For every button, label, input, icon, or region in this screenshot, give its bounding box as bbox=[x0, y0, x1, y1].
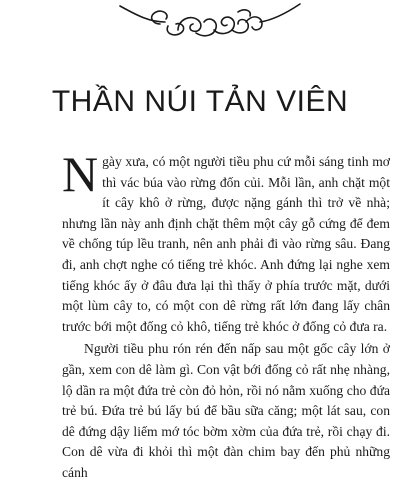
paragraph-1-text: gày xưa, có một người tiều phu cứ mỗi sáng tinh mơ thì vác búa vào rừng đốn củi. Mỗi lần, anh chặt một ít cây khô ở rừng, được nặng gánh thì trở về nhà; nhưng lần này anh định chặt thêm một cây gỗ cứng để đem về chống túp lều tranh, nên anh phải đi vào rừng sâu. Đang đi, anh chợt nghe có tiếng trẻ khóc. Anh đứng lại nghe xem tiếng khóc ấy ở đâu đưa lại thì thấy ở phía trước mặt, dưới một lùm cây to, có một con dê rừng rất lớn đang lấy chân trước bới một đống cỏ khô, tiếng trẻ khóc ở đống cỏ đưa ra. bbox=[62, 154, 390, 334]
drop-cap: N bbox=[62, 146, 99, 202]
paragraph-1 bbox=[62, 146, 390, 337]
paragraph-2: Người tiều phu rón rén đến nấp sau một gốc cây lớn ở gần, xem con dê làm gì. Con vật bới đống cỏ rất nhẹ nhàng, lộ dần ra một đứa trẻ còn đỏ hỏn, rồi nó nằm xuống cho đứa trẻ bú. Đứa trẻ bú lấy bú để bầu sữa căng; một lát sau, con dê đứng dậy liếm mớ tóc bờm xờm của đứa trẻ, rồi chạy đi. Con dê vừa đi khỏi thì một đàn chim bay đến phủ những cánh bbox=[62, 341, 390, 480]
story-title: THẦN NÚI TẢN VIÊN bbox=[51, 85, 349, 118]
story-body bbox=[62, 146, 390, 484]
cloud-ornament-icon bbox=[0, 0, 400, 40]
